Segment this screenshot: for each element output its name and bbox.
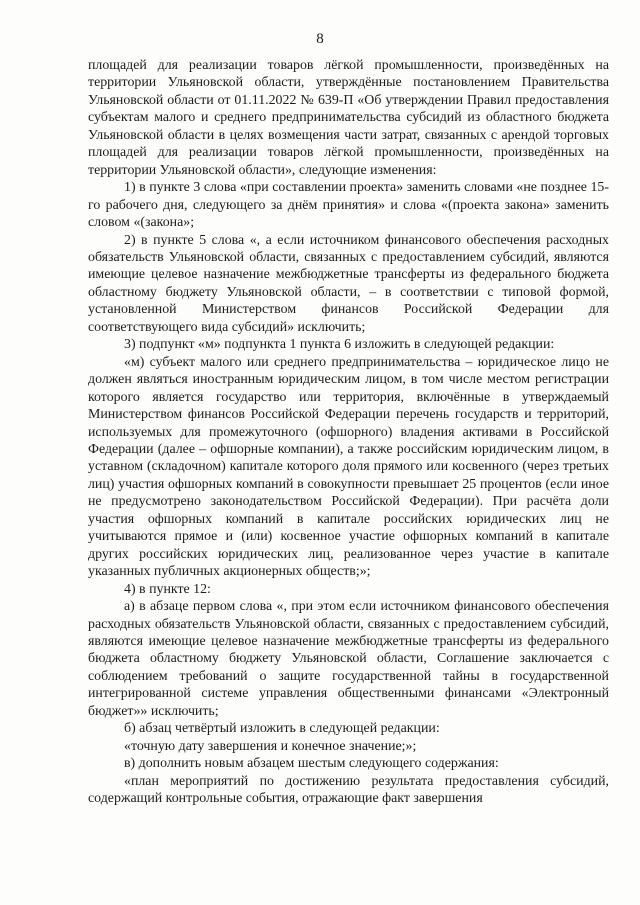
paragraph-item-4b-text: «точную дату завершения и конечное значение;»; [124, 738, 417, 754]
paragraph-item-2: 2) в пункте 5 слова «, а если источником финансового обеспечения расходных обязательств Ульяновской области, связанных с предоставлением субсидий, являются имеющие целевое назначение межбюджетные трансферты из федерального бюджета областному бюджету Ульяновской области, – в соответствии с типовой формой, установленной Министерством финансов Российской Федерации для соответствующего вида субсидий» исключить; [88, 232, 609, 335]
paragraph-item-4v-text: «план мероприятий по достижению результата предоставления субсидий, содержащий контрольные события, отражающие факт завершения [88, 773, 609, 807]
paragraph-item-3: 3) подпункт «м» подпункта 1 пункта 6 изложить в следующей редакции: [124, 337, 555, 353]
paragraph-item-4: 4) в пункте 12: [124, 581, 211, 597]
paragraph-intro-continuation: площадей для реализации товаров лёгкой промышленности, произведённых на территории Ульяновской области, утверждённые постановлением Правительства Ульяновской области от 01.11.2022 № 639-П «Об утверждении Правил предоставления субъектам малого и среднего предпринимательства субсидий из областного бюджета Ульяновской области в целях возмещения части затрат, связанных с арендой торговых площадей для реализации товаров лёгкой промышленности, произведённых на территории Ульяновской области», следующие изменения: [88, 58, 609, 178]
paragraph-subitem-m: «м) субъект малого или среднего предпринимательства – юридическое лицо не должен являться иностранным юридическим лицом, в том числе местом регистрации которого является государство или территория, включённые в утверждаемый Министерством финансов Российской Федерации перечень государств и территорий, используемых для промежуточного (офшорного) владения активами в Российской Федерации (далее – офшорные компании), а также российским юридическим лицом, в уставном (складочном) капитале которого доля прямого или косвенного (через третьих лиц) участия офшорных компаний в совокупности превышает 25 процентов (если иное не предусмотрено законодательством Российской Федерации). При расчёта доли участия офшорных компаний в капитале российских юридических лиц не учитываются прямое и (или) косвенное участие офшорных компаний в капитале других российских юридических лиц, реализованное через участие в капитале указанных публичных акционерных обществ;»; [88, 354, 609, 580]
paragraph-item-4b: б) абзац четвёртый изложить в следующей редакции: [124, 721, 440, 737]
paragraph-item-4a: а) в абзаце первом слова «, при этом если источником финансового обеспечения расходных обязательств Ульяновской области, связанных с предоставлением субсидий, являются имеющие целевое назначение межбюджетные трансферты из федерального бюджета областному бюджету Ульяновской области, Соглашение заключается с соблюдением требований о защите государственной тайны в государственной интегрированной системе управления общественными финансами «Электронный бюджет»» исключить; [88, 599, 609, 719]
paragraph-item-4v: в) дополнить новым абзацем шестым следующего содержания: [124, 756, 499, 772]
page-number: 8 [316, 31, 324, 47]
paragraph-item-1: 1) в пункте 3 слова «при составлении проекта» заменить словами «не позднее 15-го рабочего дня, следующего за днём принятия» и слова «(проекта закона» заменить словом «(закона»; [88, 180, 609, 231]
document-body [88, 57, 609, 807]
